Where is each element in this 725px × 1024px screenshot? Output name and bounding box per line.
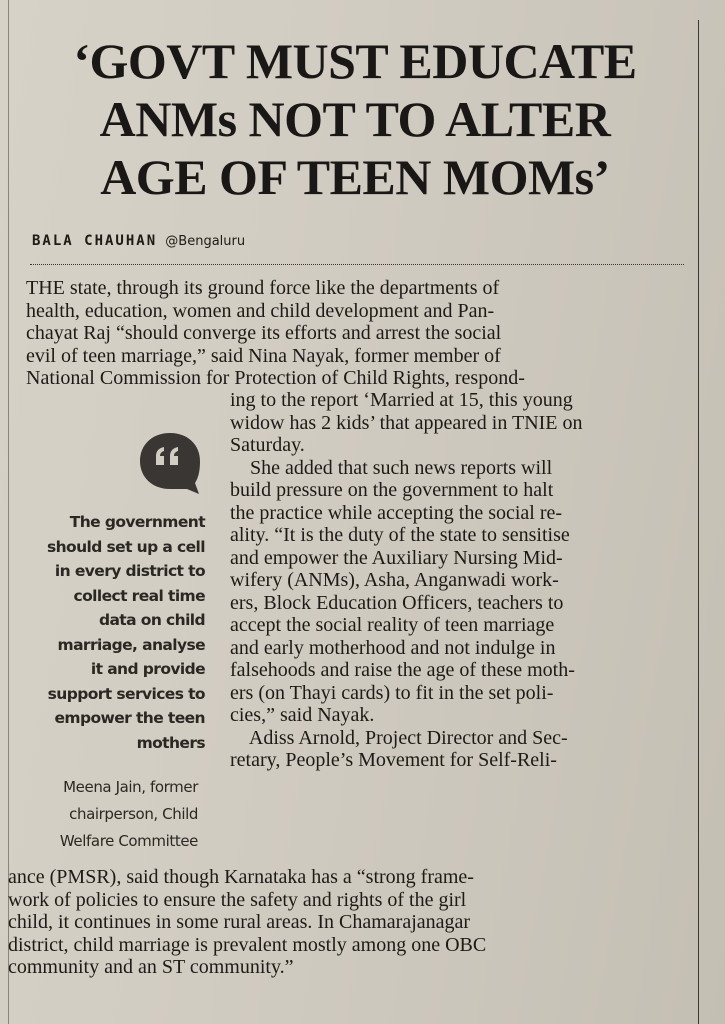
quote-icon [137,431,203,495]
pull-quote-line: collect real time [73,586,205,605]
pull-quote-line: should set up a cell [46,537,205,556]
body-line: community and an ST community.” [8,956,294,978]
pull-quote-line: mothers [136,733,205,752]
headline-line: ‘GOVT MUST EDUCATE [73,33,637,89]
pull-quote-line: marriage, analyse [57,635,205,654]
byline-divider [30,264,684,265]
body-line: chayat Raj “should converge its efforts and arrest the social [26,322,502,344]
attribution-line: chairperson, Child [69,805,198,823]
body-line: cies,” said Nayak. [230,704,375,726]
body-line: the practice while accepting the social re- [230,501,563,524]
body-line: ance (PMSR), said though Karnataka has a “strong frame- [8,866,474,888]
body-line: work of policies to ensure the safety and rights of the girl [8,888,467,911]
right-column-rule [698,20,699,1024]
body-full-width [26,277,525,390]
pull-quote-line: support services to [47,684,205,703]
author-location: @Bengaluru [165,234,246,249]
pull-quote-attribution [20,774,198,855]
pull-quote-line: The government [69,513,205,531]
body-line: and early motherhood and not indulge in [230,636,556,659]
attribution-line: Welfare Committee [59,832,198,850]
body-line: district, child marriage is prevalent mostly among one OBC [8,933,487,956]
headline-line: AGE OF TEEN MOMs’ [100,149,610,205]
pull-quote-line: in every district to [54,562,205,580]
pull-quote-line: it and provide [90,660,205,678]
body-line: wifery (ANMs), Asha, Anganwadi work- [230,569,559,591]
body-line: ality. “It is the duty of the state to sensitise [230,524,570,546]
body-line: widow has 2 kids’ that appeared in TNIE on [230,411,583,434]
body-line: ers (on Thayi cards) to fit in the set poli- [230,681,554,704]
body-line: She added that such news reports will [230,456,553,479]
body-line: Saturday. [230,434,305,456]
author-name: BALA CHAUHAN [32,233,158,249]
body-line: evil of teen marriage,” said Nina Nayak, former member of [26,344,501,367]
headline-line: ANMs NOT TO ALTER [99,91,611,147]
headline [30,32,680,206]
byline [32,233,245,249]
body-line: ers, Block Education Officers, teachers to [230,591,564,614]
body-bottom [8,866,486,979]
body-line: and empower the Auxiliary Nursing Mid- [230,546,563,569]
body-line: ing to the report ‘Married at 15, this young [230,389,573,411]
body-line: child, it continues in some rural areas. In Chamarajanagar [8,911,471,933]
body-line: health, education, women and child development and Pan- [26,299,495,322]
pull-quote [10,510,205,755]
body-line: retary, People’s Movement for Self-Reli- [230,749,557,771]
body-right-column [230,389,583,772]
body-line: build pressure on the government to halt [230,479,554,501]
body-line: falsehoods and raise the age of these moth- [230,659,575,681]
body-line: THE state, through its ground force like the departments of [26,277,500,299]
attribution-line: Meena Jain, former [63,778,198,796]
pull-quote-line: data on child [98,611,205,629]
body-line: accept the social reality of teen marriage [230,614,555,636]
body-line: Adiss Arnold, Project Director and Sec- [230,726,568,749]
pull-quote-line: empower the teen [54,709,205,727]
body-line: National Commission for Protection of Child Rights, respond- [26,367,525,389]
